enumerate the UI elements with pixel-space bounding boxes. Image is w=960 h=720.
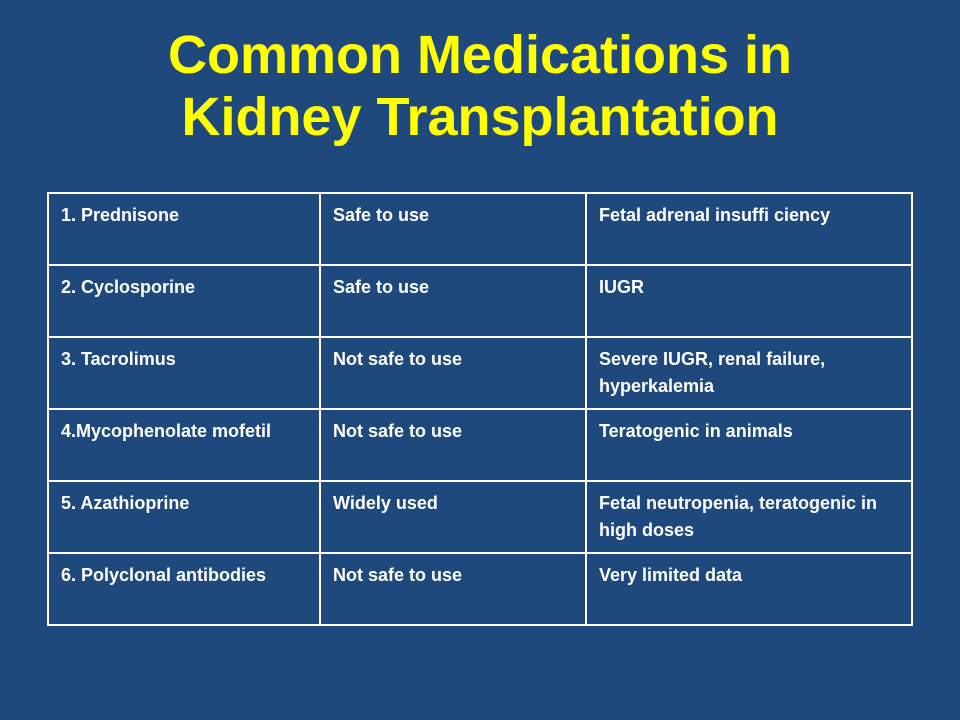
table-row — [48, 193, 912, 265]
drug-cell: 6. Polyclonal antibodies — [48, 553, 320, 625]
title-line-2: Kidney Transplantation — [181, 87, 779, 147]
table-row — [48, 337, 912, 409]
safety-cell: Widely used — [320, 481, 586, 553]
table-row — [48, 481, 912, 553]
effect-cell: Fetal adrenal insuffi ciency — [586, 193, 912, 265]
drug-cell: 1. Prednisone — [48, 193, 320, 265]
title-line-1: Common Medications in — [167, 25, 793, 85]
safety-cell: Safe to use — [320, 265, 586, 337]
safety-cell: Not safe to use — [320, 337, 586, 409]
table-row — [48, 553, 912, 625]
safety-cell: Safe to use — [320, 193, 586, 265]
effect-cell: Severe IUGR, renal failure, hyperkalemia — [586, 337, 912, 409]
effect-cell: IUGR — [586, 265, 912, 337]
table-row — [48, 409, 912, 481]
drug-cell: 3. Tacrolimus — [48, 337, 320, 409]
slide-title — [0, 24, 960, 148]
medications-table — [47, 192, 913, 626]
effect-cell: Teratogenic in animals — [586, 409, 912, 481]
table-row — [48, 265, 912, 337]
effect-cell: Very limited data — [586, 553, 912, 625]
effect-cell: Fetal neutropenia, teratogenic in high doses — [586, 481, 912, 553]
drug-cell: 5. Azathioprine — [48, 481, 320, 553]
drug-cell: 4.Mycophenolate mofetil — [48, 409, 320, 481]
safety-cell: Not safe to use — [320, 409, 586, 481]
safety-cell: Not safe to use — [320, 553, 586, 625]
drug-cell: 2. Cyclosporine — [48, 265, 320, 337]
